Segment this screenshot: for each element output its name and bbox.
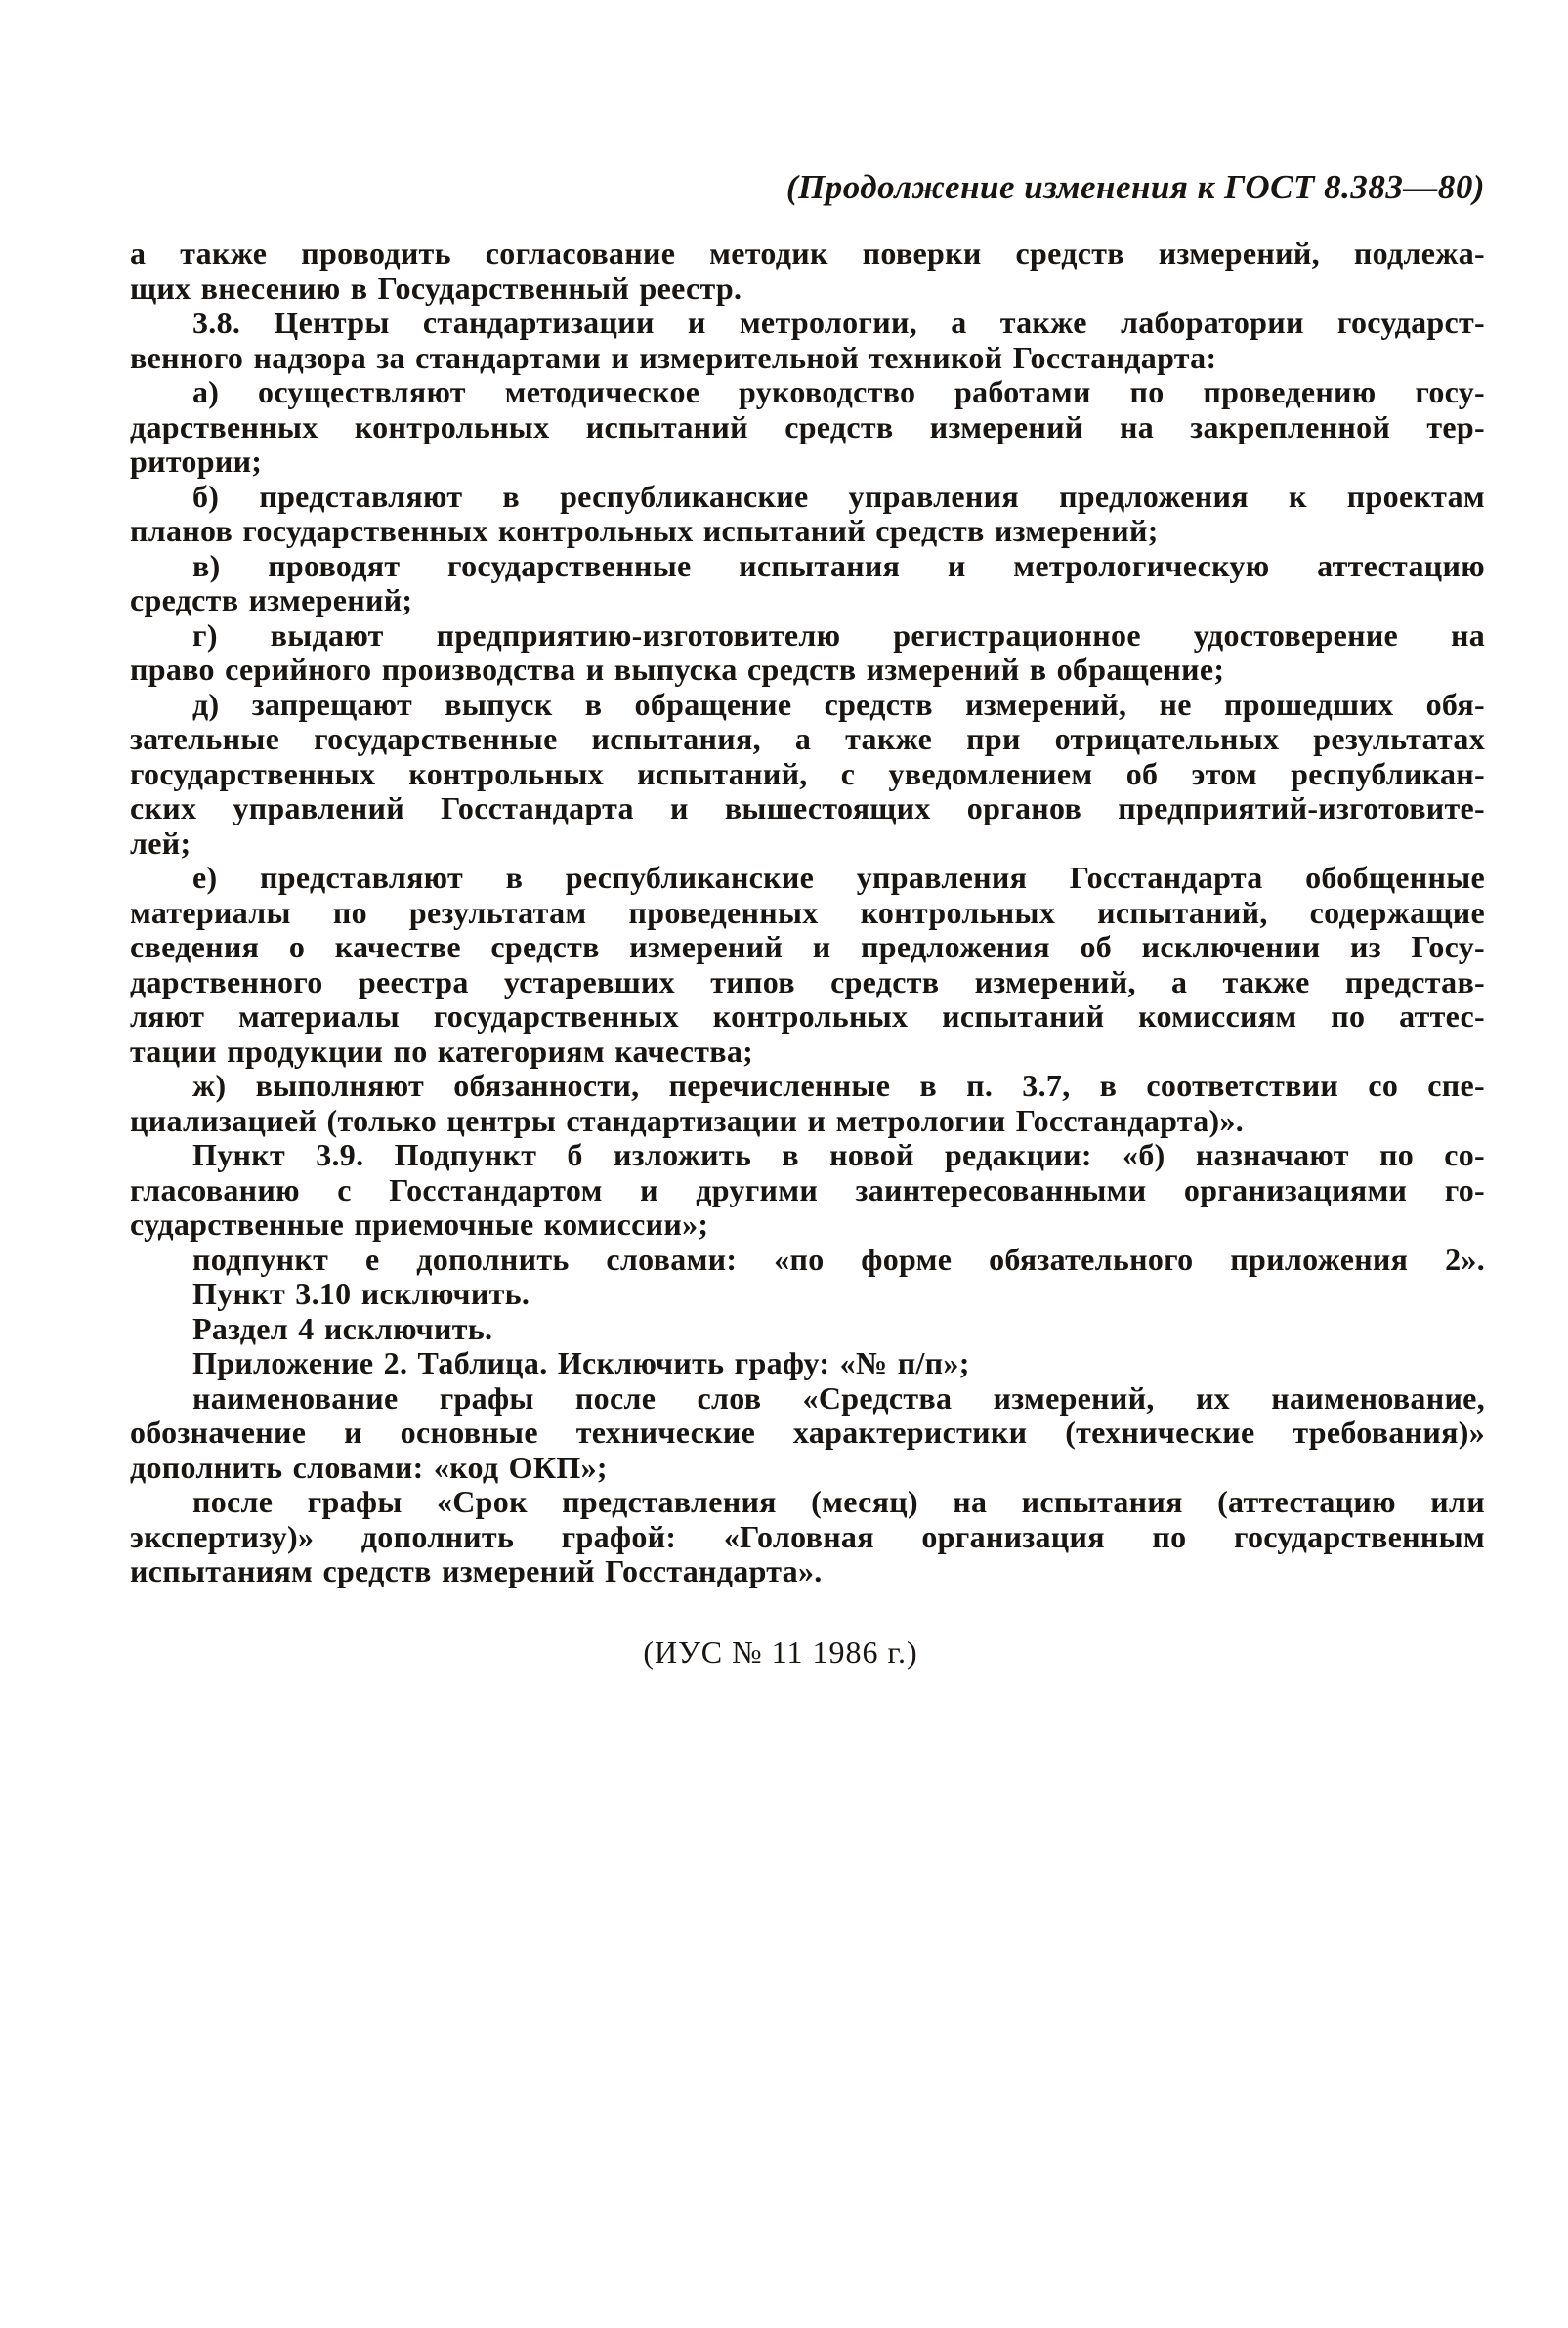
text-line: государственных контрольных испытаний, с уведомлением об этом республикан-	[130, 755, 1485, 791]
text-line: ляют материалы государственных контрольных испытаний комиссиям по аттес-	[130, 998, 1485, 1034]
text-line: после графы «Срок представления (месяц) на испытания (аттестацию или	[192, 1484, 1485, 1519]
text-line: 3.8. Центры стандартизации и метрологии, а также лаборатории государст-	[192, 305, 1485, 340]
text-line: тации продукции по категориям качества;	[130, 1033, 754, 1069]
source-citation: (ИУС № 11 1986 г.)	[643, 1633, 918, 1670]
text-line: зательные государственные испытания, а также при отрицательных результатах	[130, 721, 1485, 756]
text-line: циализацией (только центры стандартизации и метрологии Госстандарта)».	[130, 1102, 1245, 1138]
document-body	[130, 236, 1485, 1589]
text-column	[130, 168, 1485, 1671]
text-line: б) представляют в республиканские управления предложения к проектам	[192, 478, 1485, 514]
text-line: Приложение 2. Таблица. Исключить графу: «№ п/п»;	[192, 1345, 970, 1380]
continuation-header: (Продолжение изменения к ГОСТ 8.383—80)	[785, 168, 1485, 206]
text-line: подпункт е дополнить словами: «по форме обязательного приложения 2».	[192, 1241, 1485, 1277]
text-line: а также проводить согласование методик поверки средств измерений, подлежа-	[130, 235, 1485, 271]
text-line: обозначение и основные технические характеристики (технические требования)»	[130, 1415, 1485, 1450]
text-line: Пункт 3.10 исключить.	[192, 1276, 530, 1311]
text-line: Раздел 4 исключить.	[192, 1310, 493, 1346]
text-line: ритории;	[130, 444, 263, 479]
text-line: средств измерений;	[130, 582, 413, 617]
text-line: планов государственных контрольных испытаний средств измерений;	[130, 513, 1159, 548]
text-line: дарственного реестра устаревших типов средств измерений, а также представ-	[130, 963, 1485, 999]
text-line: сведения о качестве средств измерений и предложения об исключении из Госу-	[130, 929, 1485, 964]
text-line: д) запрещают выпуск в обращение средств измерений, не прошедших обя-	[192, 686, 1485, 722]
text-line: право серийного производства и выпуска средств измерений в обращение;	[130, 652, 1225, 687]
text-line: лей;	[130, 825, 191, 861]
text-line: испытаниям средств измерений Госстандарта».	[130, 1553, 823, 1588]
text-line: наименование графы после слов «Средства измерений, их наименование,	[192, 1379, 1485, 1416]
text-line: сударственные приемочные комиссии»;	[130, 1206, 709, 1242]
text-line: дарственных контрольных испытаний средств измерений на закрепленной тер-	[130, 408, 1485, 444]
text-line: ских управлений Госстандарта и вышестоящих органов предприятий-изготовите-	[130, 790, 1485, 825]
text-line: венного надзора за стандартами и измерительной техникой Госстандарта:	[130, 339, 1217, 375]
text-line: дополнить словами: «код ОКП»;	[130, 1449, 608, 1485]
text-line: гласованию с Госстандартом и другими заинтересованными организациями го-	[130, 1171, 1485, 1207]
text-line: Пункт 3.9. Подпункт б изложить в новой редакции: «б) назначают по со-	[192, 1137, 1485, 1172]
text-line: экспертизу)» дополнить графой: «Головная организация по государственным	[130, 1518, 1485, 1554]
text-line: а) осуществляют методическое руководство работами по проведению госу-	[192, 374, 1485, 409]
text-line: материалы по результатам проведенных контрольных испытаний, содержащие	[130, 894, 1485, 930]
text-line: г) выдают предприятию-изготовителю регистрационное удостоверение на	[192, 616, 1485, 653]
text-line: щих внесению в Государственный реестр.	[130, 270, 742, 306]
text-line: в) проводят государственные испытания и метрологическую аттестацию	[192, 547, 1485, 583]
text-line: ж) выполняют обязанности, перечисленные в п. 3.7, в соответствии со спе-	[192, 1068, 1485, 1103]
text-line: е) представляют в республиканские управления Госстандарта обобщенные	[192, 860, 1485, 895]
